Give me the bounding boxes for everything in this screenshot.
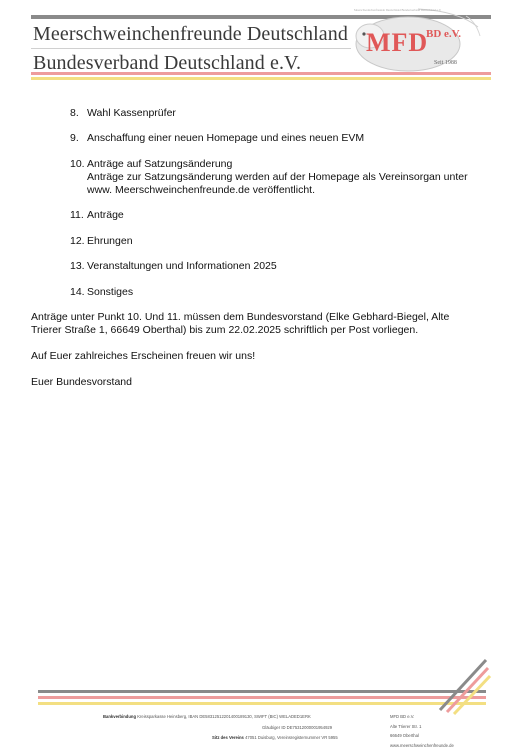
agenda-num: 11.	[70, 209, 84, 221]
agenda-title: Sonstiges	[87, 286, 134, 298]
deadline-note-line2: Trierer Straße 1, 66649 Oberthal) bis zum 22.02.2025 schriftlich per Post vorliegen.	[31, 324, 419, 336]
footer-bank-text: Kreissparkasse Heinsberg, IBAN DE58312512201400189130, SWIFT (BIC) WELADED1ERK	[137, 714, 311, 719]
org-name-line2: Bundesverband Deutschland e.V.	[33, 52, 302, 74]
org-name-line1: Meerschweinchenfreunde Deutschland	[33, 23, 348, 45]
agenda-title: Anträge	[87, 209, 124, 221]
agenda-num: 10.	[70, 158, 85, 170]
agenda-item-12	[70, 235, 133, 248]
agenda-num: 8.	[70, 107, 79, 119]
deadline-note-line1: Anträge unter Punkt 10. Und 11. müssen dem Bundesvorstand (Elke Gebhard-Biegel, Alte	[31, 311, 450, 323]
footer-creditor: Gläubiger ID DE75312000001954929	[262, 725, 333, 730]
footer-web: www.meerschweinchenfreunde.de	[390, 743, 454, 748]
signature: Euer Bundesvorstand	[31, 376, 132, 388]
logo	[348, 6, 490, 74]
agenda-item-14	[70, 286, 133, 299]
agenda-title: Anschaffung einer neuen Homepage und eines neuen EVM	[87, 132, 365, 144]
closing-line: Auf Euer zahlreiches Erscheinen freuen wir uns!	[31, 350, 256, 362]
footer-bank	[103, 714, 311, 719]
footer-bank-label: Bankverbindung	[103, 714, 137, 719]
agenda-item-10	[70, 158, 232, 171]
agenda-item-10-detail-line2: www. Meerschweinchenfreunde.de veröffentlicht.	[87, 184, 316, 196]
agenda-item-11	[70, 209, 124, 222]
footer-addr2: Alte Trierer Str. 1	[390, 724, 422, 729]
footer-addr3: 66649 Oberthal	[390, 733, 419, 738]
agenda-num: 14.	[70, 286, 85, 298]
header-stripe-yellow	[31, 77, 491, 80]
agenda-item-9	[70, 132, 364, 145]
agenda-title: Ehrungen	[87, 235, 133, 247]
agenda-num: 13.	[70, 260, 85, 272]
logo-arc-text: Meerschweinchenfreunde Deutschland Bundesverband Deutschland e.V.	[354, 8, 442, 12]
agenda-title: Anträge auf Satzungsänderung	[87, 158, 233, 170]
footer-addr1: MFD BD e.V.	[390, 714, 415, 719]
agenda-num: 9.	[70, 132, 79, 144]
footer-seat	[212, 735, 338, 740]
header-stripe-gray	[31, 48, 351, 49]
footer-seat-text: 47051 Duisburg, Vereinsregisternummer VR 5955	[245, 735, 338, 740]
agenda-num: 12.	[70, 235, 85, 247]
logo-since: Seit 1988	[434, 60, 457, 66]
agenda-item-8	[70, 107, 176, 120]
agenda-title: Wahl Kassenprüfer	[87, 107, 176, 119]
agenda-title: Veranstaltungen und Informationen 2025	[87, 260, 277, 272]
footer-seat-label: Sitz des Vereins	[212, 735, 244, 740]
logo-suffix: BD e.V.	[426, 28, 461, 40]
agenda-item-10-detail-line1: Anträge zur Satzungsänderung werden auf der Homepage als Vereinsorgan unter	[87, 171, 468, 183]
agenda-item-13	[70, 260, 277, 273]
logo-letters: MFD	[366, 28, 429, 57]
